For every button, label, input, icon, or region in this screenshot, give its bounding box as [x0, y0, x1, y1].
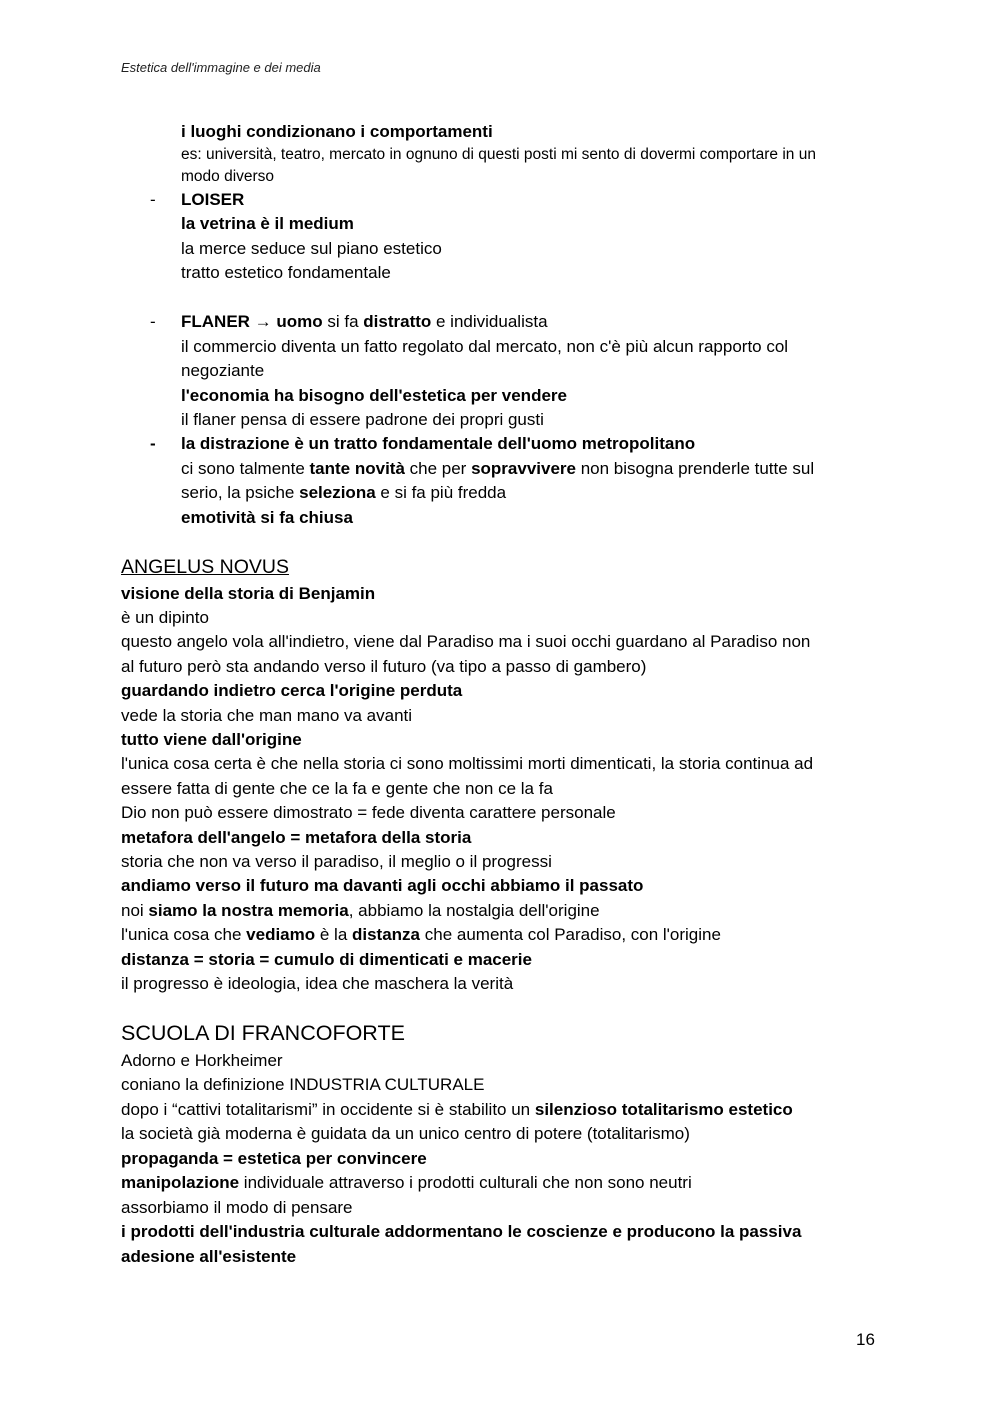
text-line: la società già moderna è guidata da un unico centro di potere (totalitarismo) [121, 1124, 690, 1143]
text-line: tutto viene dall'origine [121, 730, 302, 749]
page-number: 16 [856, 1330, 875, 1349]
text-line: storia che non va verso il paradiso, il meglio o il progressi [121, 852, 552, 871]
bullet-dash: - [150, 312, 156, 331]
text-line: Adorno e Horkheimer [121, 1051, 283, 1070]
text-span: che aumenta col Paradiso, con l'origine [420, 925, 721, 944]
bullet-dash: - [150, 190, 156, 209]
text-line: assorbiamo il modo di pensare [121, 1198, 353, 1217]
text-line: metafora dell'angelo = metafora della storia [121, 828, 472, 847]
text-span: individuale attraverso i prodotti culturali che non sono neutri [239, 1173, 692, 1192]
text-line: vede la storia che man mano va avanti [121, 706, 413, 725]
text-span: noi [121, 901, 149, 920]
text-span: che per [404, 459, 472, 478]
text-line: coniano la definizione INDUSTRIA CULTURALE [121, 1075, 485, 1094]
text-line [121, 899, 600, 924]
text-line: adesione all'esistente [121, 1247, 297, 1266]
text-span: serio, la psiche [181, 483, 300, 502]
bold-span: vediamo [246, 925, 316, 944]
text-line: la distrazione è un tratto fondamentale dell'uomo metropolitano [181, 434, 696, 453]
text-line: il flaner pensa di essere padrone dei propri gusti [181, 410, 544, 429]
text-line: es: università, teatro, mercato in ognuno di questi posti mi sento di dovermi comportare in un [181, 146, 816, 163]
text-span: è la [315, 925, 352, 944]
bold-span: siamo la nostra memoria [148, 901, 349, 920]
text-line: al futuro però sta andando verso il futuro (va tipo a passo di gambero) [121, 657, 647, 676]
text-line [181, 310, 548, 335]
text-line [181, 457, 814, 482]
text-span: ci sono talmente [181, 459, 310, 478]
bold-span: tante novità [309, 459, 405, 478]
text-span: e individualista [431, 312, 548, 331]
document-header: Estetica dell'immagine e dei media [121, 60, 321, 75]
text-line: visione della storia di Benjamin [121, 584, 376, 603]
text-span: si fa [322, 312, 364, 331]
text-line [121, 1171, 692, 1196]
text-span: dopo i “cattivi totalitarismi” in occidente si è stabilito un [121, 1100, 535, 1119]
text-span: non bisogna prenderle tutte sul [575, 459, 815, 478]
text-line: il commercio diventa un fatto regolato dal mercato, non c'è più alcun rapporto col [181, 337, 789, 356]
text-line [181, 481, 506, 506]
text-line: l'economia ha bisogno dell'estetica per vendere [181, 386, 567, 405]
section-heading-angelus: ANGELUS NOVUS [121, 556, 289, 578]
text-line: Dio non può essere dimostrato = fede diventa carattere personale [121, 803, 616, 822]
text-line [121, 1098, 793, 1123]
text-line: il progresso è ideologia, idea che maschera la verità [121, 974, 514, 993]
text-line: la vetrina è il medium [181, 214, 354, 233]
text-line: la merce seduce sul piano estetico [181, 239, 442, 258]
text-line: i prodotti dell'industria culturale addormentano le coscienze e producono la passiva [121, 1222, 802, 1241]
text-line: andiamo verso il futuro ma davanti agli occhi abbiamo il passato [121, 876, 644, 895]
text-line: LOISER [181, 190, 245, 209]
bold-span: manipolazione [121, 1173, 240, 1192]
text-line: è un dipinto [121, 608, 209, 627]
bold-span: sopravvivere [471, 459, 576, 478]
text-line: negoziante [181, 361, 265, 380]
text-line: propaganda = estetica per convincere [121, 1149, 427, 1168]
text-line: questo angelo vola all'indietro, viene dal Paradiso ma i suoi occhi guardano al Paradiso non [121, 632, 811, 651]
bold-span: distanza [352, 925, 421, 944]
text-line [121, 923, 721, 948]
text-line: modo diverso [181, 168, 275, 185]
text-line: essere fatta di gente che ce la fa e gente che non ce la fa [121, 779, 553, 798]
text-line: tratto estetico fondamentale [181, 263, 391, 282]
text-line: i luoghi condizionano i comportamenti [181, 122, 493, 141]
bold-span: seleziona [299, 483, 376, 502]
bold-span: silenzioso totalitarismo estetico [534, 1100, 793, 1119]
bold-span: FLANER → uomo [181, 312, 323, 331]
text-span: , abbiamo la nostalgia dell'origine [348, 901, 600, 920]
text-line: emotività si fa chiusa [181, 508, 353, 527]
text-line: l'unica cosa certa è che nella storia ci sono moltissimi morti dimenticati, la storia continua ad [121, 754, 814, 773]
bullet-dash: - [150, 434, 156, 453]
text-span: e si fa più fredda [375, 483, 507, 502]
bold-span: distratto [363, 312, 432, 331]
text-line: guardando indietro cerca l'origine perduta [121, 681, 463, 700]
section-heading-francoforte: SCUOLA DI FRANCOFORTE [121, 1021, 405, 1045]
text-line: distanza = storia = cumulo di dimenticati e macerie [121, 950, 532, 969]
text-span: l'unica cosa che [121, 925, 247, 944]
